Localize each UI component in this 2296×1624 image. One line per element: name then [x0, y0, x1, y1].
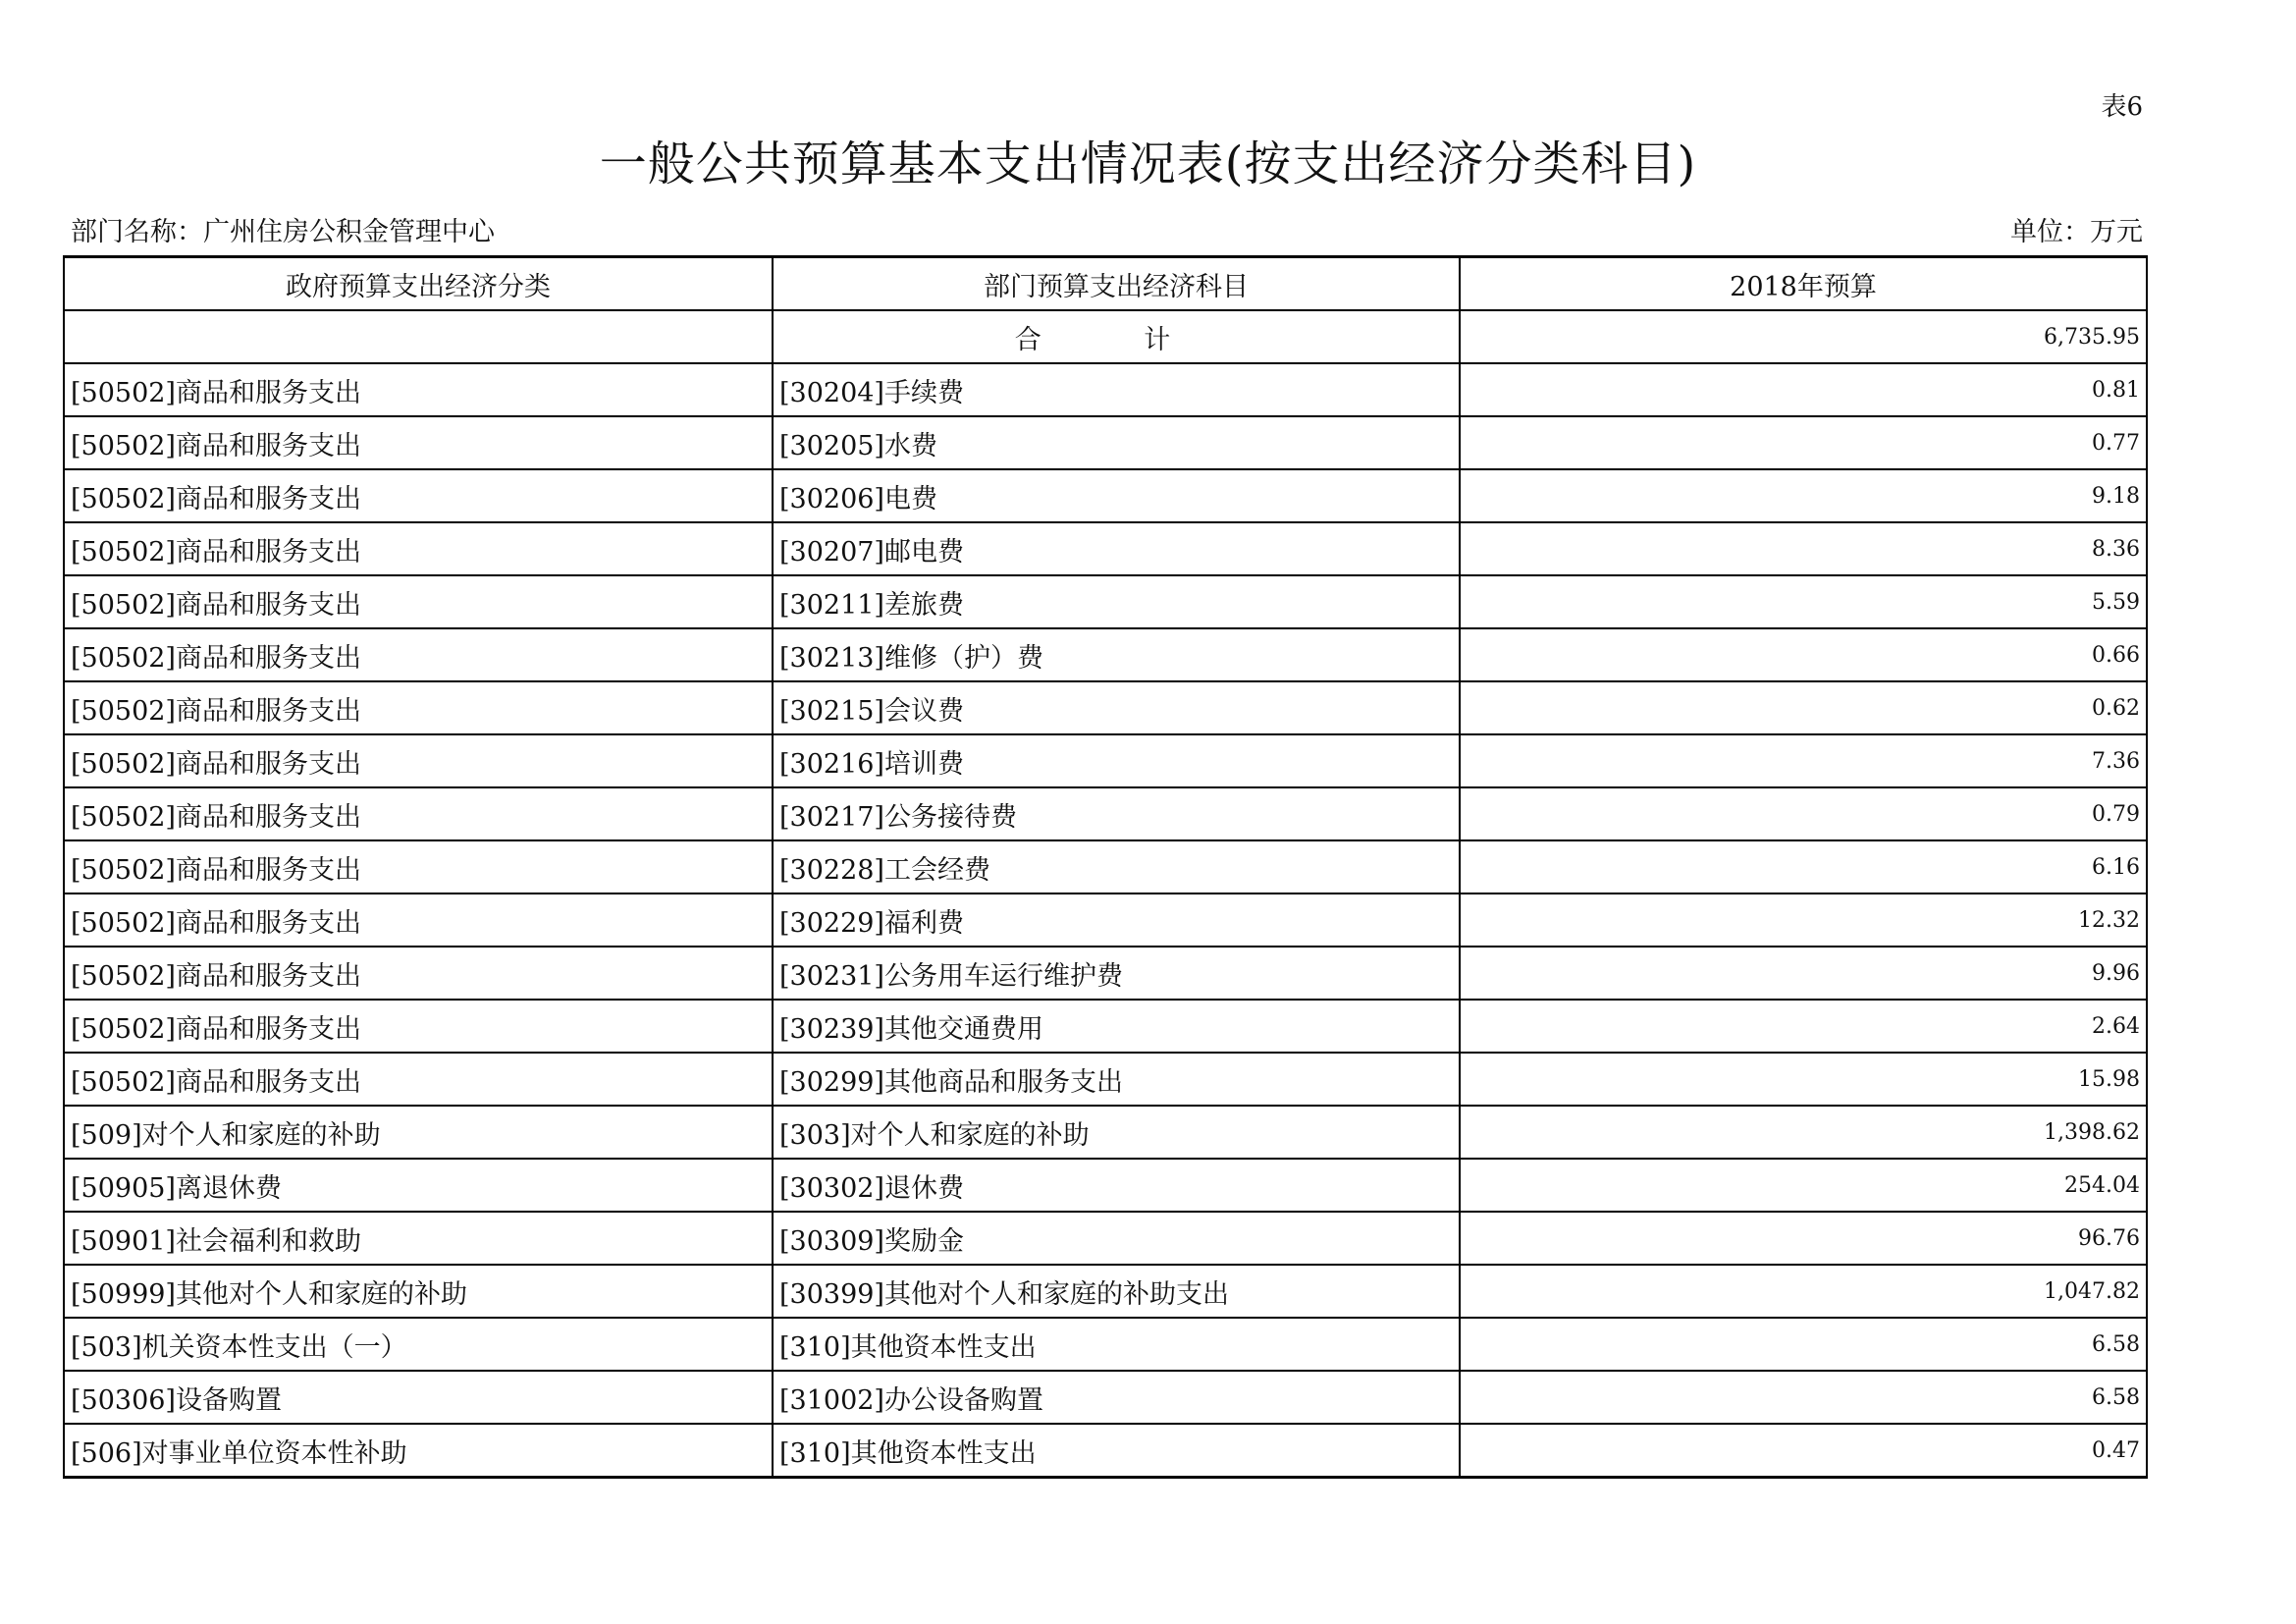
dept-item-cell: [30299]其他商品和服务支出 [773, 1053, 1460, 1106]
dept-item-cell: [31002]办公设备购置 [773, 1371, 1460, 1424]
table-row [64, 416, 2147, 469]
gov-category-cell: [50502]商品和服务支出 [64, 363, 773, 416]
gov-category-cell: [50502]商品和服务支出 [64, 840, 773, 893]
gov-category-cell: [50502]商品和服务支出 [64, 1000, 773, 1053]
dept-item-cell: [30228]工会经费 [773, 840, 1460, 893]
gov-category-cell: [503]机关资本性支出（一） [64, 1318, 773, 1371]
dept-item-cell: [30229]福利费 [773, 893, 1460, 947]
dept-item-cell: [30399]其他对个人和家庭的补助支出 [773, 1265, 1460, 1318]
dept-item-cell: [30205]水费 [773, 416, 1460, 469]
table-row [64, 1318, 2147, 1371]
header-dept-item: 部门预算支出经济科目 [773, 257, 1460, 311]
budget-amount-cell: 1,047.82 [1460, 1265, 2147, 1318]
dept-item-cell: [30207]邮电费 [773, 522, 1460, 575]
gov-category-cell: [50999]其他对个人和家庭的补助 [64, 1265, 773, 1318]
table-number: 表6 [2101, 92, 2143, 122]
budget-amount-cell: 6.58 [1460, 1318, 2147, 1371]
table-row [64, 947, 2147, 1000]
gov-category-cell: [50502]商品和服务支出 [64, 469, 773, 522]
table-row [64, 1424, 2147, 1478]
header-gov-category: 政府预算支出经济分类 [64, 257, 773, 311]
budget-amount-cell: 8.36 [1460, 522, 2147, 575]
table-row [64, 1212, 2147, 1265]
budget-amount-cell: 0.62 [1460, 681, 2147, 734]
gov-category-cell: [506]对事业单位资本性补助 [64, 1424, 773, 1478]
dept-item-cell: [310]其他资本性支出 [773, 1318, 1460, 1371]
header-row [64, 257, 2147, 311]
table-row [64, 1053, 2147, 1106]
budget-amount-cell: 254.04 [1460, 1159, 2147, 1212]
dept-item-cell: [30213]维修（护）费 [773, 628, 1460, 681]
unit-label: 单位：万元 [2010, 217, 2143, 247]
gov-category-cell: [50502]商品和服务支出 [64, 734, 773, 787]
gov-category-cell: [50502]商品和服务支出 [64, 522, 773, 575]
budget-amount-cell: 7.36 [1460, 734, 2147, 787]
dept-item-cell: [303]对个人和家庭的补助 [773, 1106, 1460, 1159]
dept-item-cell: [30239]其他交通费用 [773, 1000, 1460, 1053]
gov-category-cell: [50502]商品和服务支出 [64, 416, 773, 469]
table-row [64, 1265, 2147, 1318]
table-row [64, 787, 2147, 840]
table-row [64, 522, 2147, 575]
dept-item-cell: [30302]退休费 [773, 1159, 1460, 1212]
budget-amount-cell: 0.81 [1460, 363, 2147, 416]
budget-amount-cell: 6.16 [1460, 840, 2147, 893]
page-title: 一般公共预算基本支出情况表(按支出经济分类科目) [599, 136, 1697, 191]
gov-category-cell: [50502]商品和服务支出 [64, 947, 773, 1000]
table-row [64, 1371, 2147, 1424]
gov-category-cell: [50502]商品和服务支出 [64, 1053, 773, 1106]
dept-item-cell: [30215]会议费 [773, 681, 1460, 734]
budget-amount-cell: 12.32 [1460, 893, 2147, 947]
table-row [64, 469, 2147, 522]
budget-amount-cell: 5.59 [1460, 575, 2147, 628]
budget-amount-cell: 9.18 [1460, 469, 2147, 522]
table-row [64, 893, 2147, 947]
gov-category-cell: [50502]商品和服务支出 [64, 575, 773, 628]
gov-category-cell: [50502]商品和服务支出 [64, 893, 773, 947]
table-row [64, 628, 2147, 681]
budget-table [63, 255, 2148, 1479]
dept-item-cell: [30217]公务接待费 [773, 787, 1460, 840]
total-label: 合 计 [773, 310, 1460, 363]
gov-category-cell: [50306]设备购置 [64, 1371, 773, 1424]
gov-category-cell: [50901]社会福利和救助 [64, 1212, 773, 1265]
gov-category-cell: [50502]商品和服务支出 [64, 628, 773, 681]
budget-amount-cell: 2.64 [1460, 1000, 2147, 1053]
table-row [64, 734, 2147, 787]
budget-amount-cell: 0.77 [1460, 416, 2147, 469]
header-budget-2018: 2018年预算 [1460, 257, 2147, 311]
dept-item-cell: [30204]手续费 [773, 363, 1460, 416]
dept-item-cell: [310]其他资本性支出 [773, 1424, 1460, 1478]
gov-category-cell: [50905]离退休费 [64, 1159, 773, 1212]
total-value: 6,735.95 [1460, 310, 2147, 363]
gov-category-cell: [509]对个人和家庭的补助 [64, 1106, 773, 1159]
table-row [64, 575, 2147, 628]
dept-item-cell: [30309]奖励金 [773, 1212, 1460, 1265]
department-name: 部门名称：广州住房公积金管理中心 [71, 217, 495, 247]
budget-amount-cell: 1,398.62 [1460, 1106, 2147, 1159]
table-row [64, 681, 2147, 734]
gov-category-cell: [50502]商品和服务支出 [64, 787, 773, 840]
table-row [64, 1106, 2147, 1159]
dept-item-cell: [30206]电费 [773, 469, 1460, 522]
dept-item-cell: [30231]公务用车运行维护费 [773, 947, 1460, 1000]
dept-item-cell: [30211]差旅费 [773, 575, 1460, 628]
budget-amount-cell: 0.66 [1460, 628, 2147, 681]
budget-amount-cell: 15.98 [1460, 1053, 2147, 1106]
budget-amount-cell: 0.79 [1460, 787, 2147, 840]
gov-category-cell: [50502]商品和服务支出 [64, 681, 773, 734]
budget-amount-cell: 6.58 [1460, 1371, 2147, 1424]
dept-item-cell: [30216]培训费 [773, 734, 1460, 787]
table-row [64, 1159, 2147, 1212]
table-row [64, 363, 2147, 416]
total-empty-cell [64, 310, 773, 363]
total-row [64, 310, 2147, 363]
budget-amount-cell: 96.76 [1460, 1212, 2147, 1265]
budget-amount-cell: 9.96 [1460, 947, 2147, 1000]
budget-amount-cell: 0.47 [1460, 1424, 2147, 1478]
table-row [64, 1000, 2147, 1053]
table-row [64, 840, 2147, 893]
